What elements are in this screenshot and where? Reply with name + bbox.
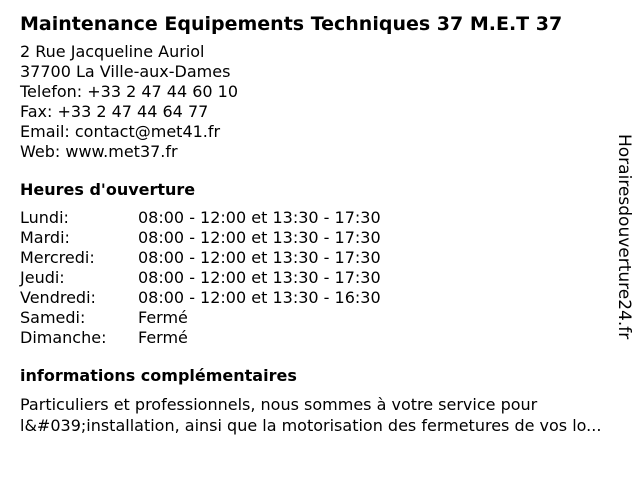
address-street: 2 Rue Jacqueline Auriol: [20, 42, 205, 61]
business-name: Maintenance Equipements Techniques 37 M.E.T 37: [20, 13, 563, 35]
day-label: Mardi:: [20, 228, 70, 247]
day-label: Samedi:: [20, 308, 86, 327]
day-label: Lundi:: [20, 208, 69, 227]
fax-number: Fax: +33 2 47 44 64 77: [20, 102, 209, 121]
day-hours: 08:00 - 12:00 et 13:30 - 17:30: [138, 228, 381, 247]
day-hours: 08:00 - 12:00 et 13:30 - 17:30: [138, 208, 381, 227]
website: Web: www.met37.fr: [20, 142, 178, 161]
address-city: 37700 La Ville-aux-Dames: [20, 62, 231, 81]
day-hours: 08:00 - 12:00 et 13:30 - 17:30: [138, 268, 381, 287]
hours-heading: Heures d'ouverture: [20, 180, 196, 199]
day-label: Vendredi:: [20, 288, 96, 307]
hours-row-thursday: [20, 268, 610, 288]
phone-number: Telefon: +33 2 47 44 60 10: [20, 82, 239, 101]
day-hours: Fermé: [138, 308, 188, 327]
day-label: Dimanche:: [20, 328, 107, 347]
email-address: Email: contact@met41.fr: [20, 122, 221, 141]
watermark: Horairesdouverture24.fr: [614, 134, 634, 340]
day-hours: Fermé: [138, 328, 188, 347]
day-label: Mercredi:: [20, 248, 95, 267]
info-heading: informations complémentaires: [20, 366, 297, 385]
day-hours: 08:00 - 12:00 et 13:30 - 17:30: [138, 248, 381, 267]
hours-row-saturday: [20, 308, 610, 328]
hours-row-wednesday: [20, 248, 610, 268]
hours-row-friday: [20, 288, 610, 308]
hours-table: [20, 208, 610, 348]
hours-row-tuesday: [20, 228, 610, 248]
business-card: [20, 12, 610, 436]
info-text: Particuliers et professionnels, nous sommes à votre service pour l&#039;installation, ainsi que la motorisation des fermetures de vos lo...: [20, 395, 602, 435]
hours-row-sunday: [20, 328, 610, 348]
day-label: Jeudi:: [20, 268, 65, 287]
hours-row-monday: [20, 208, 610, 228]
day-hours: 08:00 - 12:00 et 13:30 - 16:30: [138, 288, 381, 307]
